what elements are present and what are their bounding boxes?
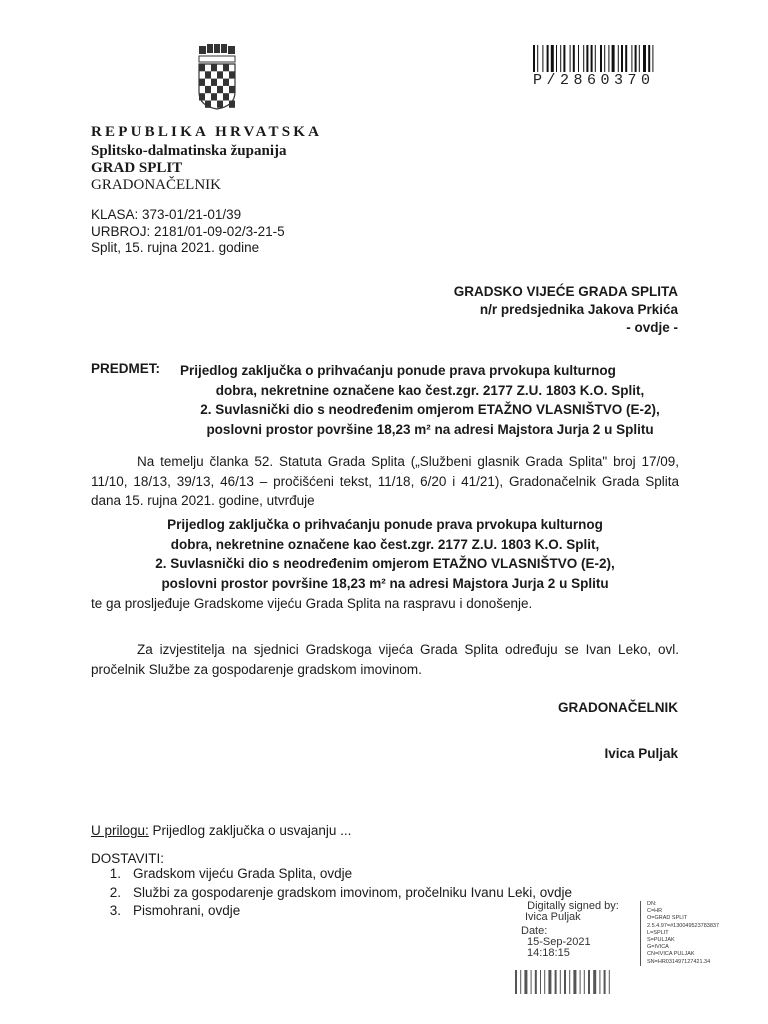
ds-dn-line: O=GRAD SPLIT bbox=[647, 915, 688, 922]
header-republic: REPUBLIKA HRVATSKA bbox=[91, 124, 323, 140]
conclusion-line: Prijedlog zaključka o prihvaćanju ponude prava prvokupa kulturnog bbox=[167, 517, 603, 532]
recipient-line2: n/r predsjednika Jakova Prkića bbox=[479, 302, 678, 317]
deliver-label: DOSTAVITI: bbox=[91, 851, 165, 866]
ds-dn-line: CN=IVICA PULJAK bbox=[647, 951, 695, 958]
klasa: KLASA: 373-01/21-01/39 bbox=[91, 207, 242, 222]
list-item-number: 2. bbox=[109, 884, 121, 900]
deliver-list bbox=[91, 865, 572, 921]
list-item bbox=[91, 902, 572, 921]
ds-date-label: Date: bbox=[521, 925, 548, 937]
list-item bbox=[91, 884, 572, 903]
barcode-bars bbox=[533, 45, 678, 73]
ds-distinguished-name bbox=[640, 901, 757, 966]
ds-dn-line: SN=HR031497127421.34 bbox=[647, 958, 711, 965]
subject-line: dobra, nekretnine označene kao čest.zgr. 2177 Z.U. 1803 K.O. Split, bbox=[215, 382, 645, 398]
list-item-number: 3. bbox=[109, 903, 121, 918]
attachment-label: U prilogu: bbox=[91, 823, 149, 838]
forward-paragraph: te ga prosljeđuje Gradskome vijeću Grada Splita na raspravu i donošenje. bbox=[91, 596, 533, 611]
attachment-text: Prijedlog zaključka o usvajanju ... bbox=[152, 823, 352, 838]
ds-signed-by-label: Digitally signed by: bbox=[527, 900, 619, 912]
conclusion-line: dobra, nekretnine označene kao čest.zgr. 2177 Z.U. 1803 K.O. Split, bbox=[170, 536, 600, 552]
ds-dn-line: DN: bbox=[647, 901, 657, 907]
ds-dn-line: C=HR bbox=[647, 908, 663, 915]
subject-text bbox=[180, 361, 680, 439]
conclusion-block bbox=[91, 515, 679, 593]
list-item-text: Pismohrani, ovdje bbox=[133, 903, 241, 918]
ds-signer: Ivica Puljak bbox=[525, 911, 581, 923]
ds-time: 14:18:15 bbox=[527, 947, 570, 959]
signature-title: GRADONAČELNIK bbox=[558, 700, 678, 715]
recipient-line1: GRADSKO VIJEĆE GRADA SPLITA bbox=[453, 284, 678, 299]
subject-label: PREDMET: bbox=[91, 361, 161, 376]
ds-date: 15-Sep-2021 bbox=[527, 936, 591, 948]
intro-paragraph: Na temelju članka 52. Statuta Grada Splita („Službeni glasnik Grada Splita" broj 17/09, 11/10, 18/13, 39/13, 46/13 – pročišćeni tekst, 11/18, 6/20 i 41/21), Gradonačelnik Grada Splita dana 15. rujna 2021. godine, utvrđuje bbox=[91, 454, 679, 508]
header-county: Splitsko-dalmatinska županija bbox=[91, 143, 287, 159]
signature-logo-bars bbox=[513, 968, 638, 996]
subject-line: Prijedlog zaključka o prihvaćanju ponude prava prvokupa kulturnog bbox=[180, 363, 616, 378]
subject-line: 2. Suvlasnički dio s neodređenim omjerom ETAŽNO VLASNIŠTVO (E-2), bbox=[200, 402, 660, 417]
conclusion-line: 2. Suvlasnički dio s neodređenim omjerom ETAŽNO VLASNIŠTVO (E-2), bbox=[155, 556, 615, 571]
signature-name: Ivica Puljak bbox=[604, 746, 678, 761]
recipient-line3: - ovdje - bbox=[626, 320, 678, 335]
list-item-text: Gradskom vijeću Grada Splita, ovdje bbox=[133, 866, 353, 881]
barcode-number: P/2860370 bbox=[533, 72, 678, 90]
subject-line: poslovni prostor površine 18,23 m² na adresi Majstora Jurja 2 u Splitu bbox=[206, 421, 654, 437]
digital-signature bbox=[513, 901, 633, 959]
list-item-number: 1. bbox=[109, 866, 121, 881]
list-item bbox=[91, 865, 572, 884]
header-office: GRADONAČELNIK bbox=[91, 177, 221, 193]
coat-of-arms-icon bbox=[197, 44, 237, 110]
ds-dn-line: S=PULJAK bbox=[647, 937, 675, 944]
ds-dn-line: 2.5.4.97=#130049523783837 bbox=[647, 922, 720, 929]
urbroj: URBROJ: 2181/01-09-02/3-21-5 bbox=[91, 224, 285, 239]
place-date: Split, 15. rujna 2021. godine bbox=[91, 240, 260, 255]
attachment bbox=[91, 823, 351, 838]
conclusion-line: poslovni prostor površine 18,23 m² na adresi Majstora Jurja 2 u Splitu bbox=[161, 575, 609, 591]
ds-dn-line: G=IVICA bbox=[647, 944, 669, 951]
ds-dn-line: L=SPLIT bbox=[647, 929, 669, 936]
rapporteur-paragraph: Za izvjestitelja na sjednici Gradskoga vijeća Grada Splita određuju se Ivan Leko, ovl. pročelnik Službe za gospodarenje gradskom imovinom. bbox=[91, 642, 679, 677]
list-item-text: Službi za gospodarenje gradskom imovinom, pročelniku Ivanu Leki, ovdje bbox=[133, 884, 572, 900]
header-city: GRAD SPLIT bbox=[91, 160, 183, 176]
barcode bbox=[533, 45, 678, 90]
